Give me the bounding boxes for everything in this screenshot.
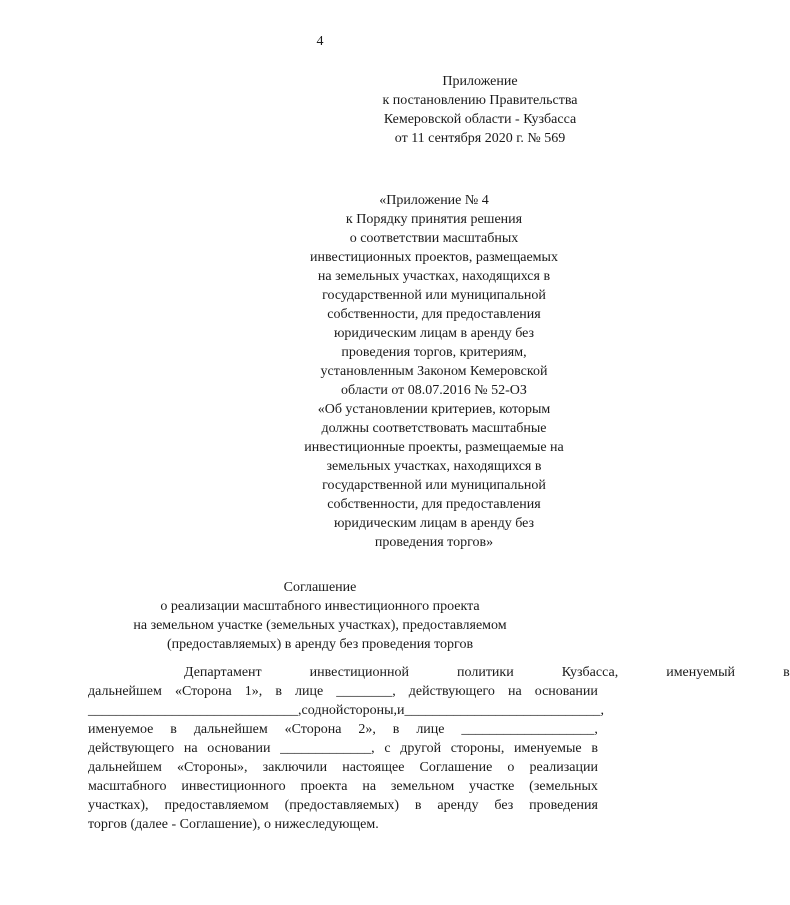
appendix-4-line: государственной или муниципальной [322, 478, 546, 493]
body-word: 1», [244, 684, 263, 699]
body-word: «Стороны», [177, 760, 248, 775]
body-word: проекта [300, 779, 348, 794]
appendix-4-line: инвестиционных проектов, размещаемых [310, 250, 558, 265]
body-word: дальнейшем [88, 760, 162, 775]
appendix-4-line: юридическим лицам в аренду без [333, 326, 535, 341]
body-word: в [392, 722, 400, 737]
body-word: стороны, [450, 741, 505, 756]
appendix-4-line: инвестиционные проекты, размещаемые на [304, 440, 564, 455]
appendix-4-line: собственности, для предоставления [327, 307, 541, 322]
body-word: в [783, 665, 790, 680]
body-word: земельном [390, 779, 455, 794]
body-word: ___________________, [461, 722, 598, 737]
appendix-header-line: Приложение [442, 74, 518, 89]
appendix-4-line: государственной или муниципальной [322, 288, 546, 303]
body-word: действующего [408, 684, 495, 699]
body-word: заключили [262, 760, 328, 775]
body-word: политики [457, 665, 514, 680]
appendix-4-line: области от 08.07.2016 № 52-ОЗ [341, 383, 527, 398]
appendix-4-line: должны соответствовать масштабные [321, 421, 547, 436]
body-word: реализации [529, 760, 598, 775]
appendix-4-line: установленным Законом Кемеровской [320, 364, 548, 379]
agreement-title-line: (предоставляемых) в аренду без проведения торгов [166, 637, 474, 652]
body-word: предоставляемом [164, 798, 269, 813]
body-word: масштабного [88, 779, 167, 794]
body-word: инвестиционной [309, 665, 410, 680]
appendix-4-line: к Порядку принятия решения [345, 212, 523, 227]
agreement-title-line: на земельном участке (земельных участках), предоставляемом [133, 618, 507, 633]
body-word: проведения [529, 798, 598, 813]
body-word: на [507, 684, 522, 699]
appendix-header-line: Кемеровской области - Кузбасса [383, 112, 577, 127]
body-line [88, 796, 598, 815]
body-word: в [170, 722, 177, 737]
body-word: ______________________________, [88, 703, 302, 718]
body-line [88, 720, 598, 739]
body-word: Департамент [184, 665, 262, 680]
body-line [88, 739, 598, 758]
appendix-4-line: проведения торгов, критериям, [341, 345, 527, 360]
body-word: (земельных [529, 779, 598, 794]
body-word: аренду [437, 798, 479, 813]
body-word: дальнейшем [88, 684, 162, 699]
body-word: ________, [336, 684, 396, 699]
appendix-4-line: «Об установлении критериев, которым [317, 402, 551, 417]
appendix-4-line: проведения торгов» [374, 535, 494, 550]
body-word: с [384, 741, 391, 756]
body-word: стороны, [343, 703, 397, 718]
body-word: в [275, 684, 282, 699]
body-last-line: торгов (далее - Соглашение), о нижеследующем. [88, 817, 379, 832]
appendix-4-line: «Приложение № 4 [379, 193, 489, 208]
body-word: действующего [88, 741, 175, 756]
body-word: (предоставляемых) [284, 798, 399, 813]
body-word: одной [307, 703, 344, 718]
body-word: настоящее [342, 760, 405, 775]
agreement-title-line: Соглашение [283, 580, 357, 595]
body-word: и [396, 703, 405, 718]
body-word: другой [400, 741, 442, 756]
appendix-header-line: от 11 сентября 2020 г. № 569 [394, 131, 566, 146]
body-word: на [362, 779, 377, 794]
body-word: лице [416, 722, 445, 737]
body-line [88, 663, 790, 682]
body-word: «Сторона [284, 722, 342, 737]
body-word: Кузбасса, [561, 665, 619, 680]
body-word: дальнейшем [193, 722, 268, 737]
body-word: основании [534, 684, 598, 699]
body-word: о [507, 760, 515, 775]
body-line [88, 701, 604, 720]
body-line [88, 682, 598, 701]
body-word: лице [295, 684, 324, 699]
body-word: именуемый [666, 665, 736, 680]
body-word: именуемые [514, 741, 582, 756]
body-word: участках), [88, 798, 149, 813]
body-word: именуемое [88, 722, 154, 737]
appendix-4-block [284, 191, 584, 552]
body-word: Соглашение [419, 760, 493, 775]
body-word: 2», [358, 722, 376, 737]
appendix-4-line: земельных участках, находящихся в [326, 459, 542, 474]
body-word: «Сторона [174, 684, 232, 699]
body-word: с [301, 703, 308, 718]
body-word: без [494, 798, 514, 813]
body-word: _____________, [280, 741, 375, 756]
appendix-header [360, 72, 600, 148]
body-word: участке [469, 779, 515, 794]
page-number: 4 [316, 34, 324, 49]
appendix-header-line: к постановлению Правительства [382, 93, 578, 108]
body-line [88, 758, 598, 777]
body-word: в [414, 798, 422, 813]
body-word: инвестиционного [181, 779, 286, 794]
body-line [88, 777, 598, 796]
body-word: ____________________________, [404, 703, 604, 718]
agreement-title-line: о реализации масштабного инвестиционного проекта [160, 599, 480, 614]
appendix-4-line: на земельных участках, находящихся в [317, 269, 551, 284]
body-word: на [183, 741, 198, 756]
appendix-4-line: о соответствии масштабных [349, 231, 519, 246]
appendix-4-line: собственности, для предоставления [327, 497, 541, 512]
appendix-4-line: юридическим лицам в аренду без [333, 516, 535, 531]
body-word: основании [207, 741, 271, 756]
agreement-body [88, 663, 790, 834]
agreement-title [0, 578, 640, 654]
body-word: в [591, 741, 598, 756]
